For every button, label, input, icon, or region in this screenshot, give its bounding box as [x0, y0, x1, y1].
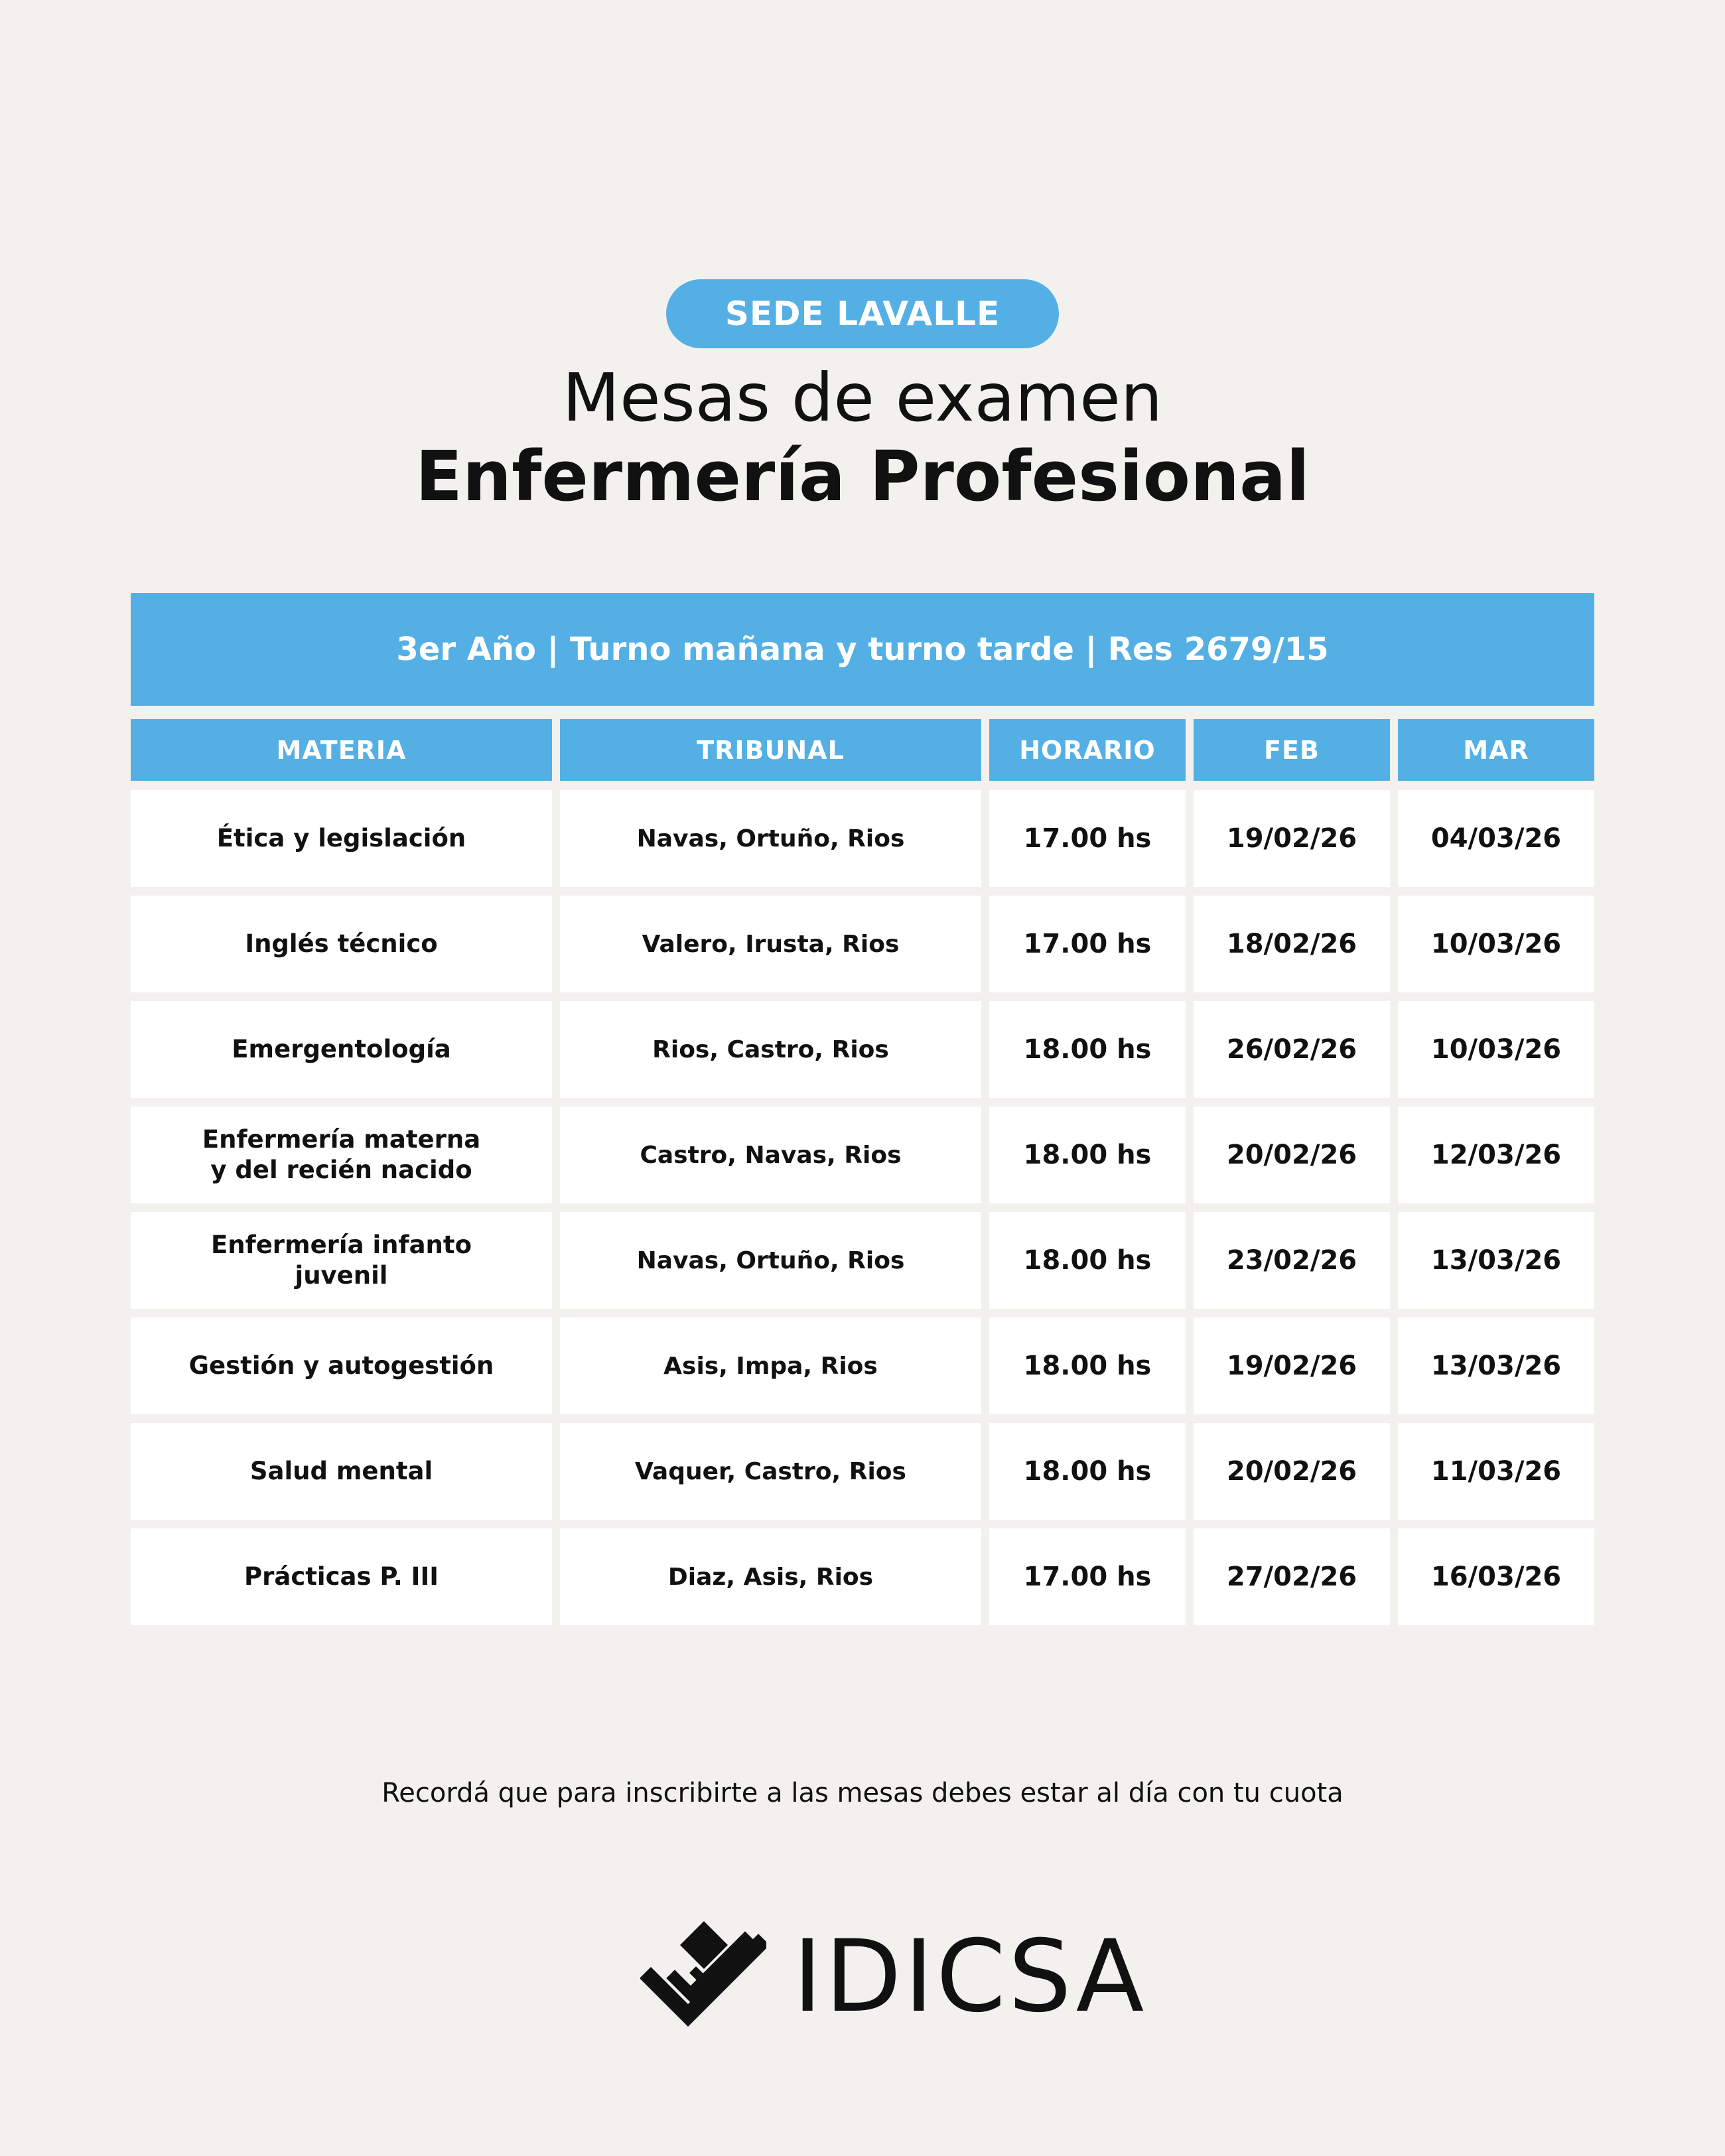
materia-text: Enfermería infanto juvenil [210, 1231, 472, 1290]
table-cell-feb: 20/02/26 [1194, 1107, 1390, 1203]
idicsa-logo [640, 1917, 1146, 2037]
table-cell-feb: 18/02/26 [1194, 896, 1390, 992]
table-cell-feb: 23/02/26 [1194, 1212, 1390, 1309]
table-cell-mar: 12/03/26 [1398, 1107, 1594, 1203]
page-subtitle: Enfermería Profesional [415, 436, 1310, 517]
table-cell-horario: 18.00 hs [989, 1317, 1186, 1414]
table-banner: 3er Año | Turno mañana y turno tarde | Res 2679/15 [131, 593, 1594, 706]
table-cell-tribunal: Navas, Ortuño, Rios [560, 1212, 981, 1309]
table-cell-tribunal: Asis, Impa, Rios [560, 1317, 981, 1414]
materia-text: Gestión y autogestión [188, 1351, 494, 1380]
campus-badge: SEDE LAVALLE [666, 279, 1059, 348]
table-cell-mar: 13/03/26 [1398, 1317, 1594, 1414]
table-cell-materia [131, 1001, 552, 1098]
table-cell-tribunal: Castro, Navas, Rios [560, 1107, 981, 1203]
table-cell-horario: 18.00 hs [989, 1212, 1186, 1309]
materia-text: Emergentología [232, 1035, 451, 1063]
table-cell-tribunal: Valero, Irusta, Rios [560, 896, 981, 992]
table-cell-feb: 19/02/26 [1194, 790, 1390, 887]
materia-text: Enfermería materna y del recién nacido [202, 1125, 481, 1184]
table-cell-feb: 26/02/26 [1194, 1001, 1390, 1098]
table-cell-materia [131, 1528, 552, 1625]
table-cell-horario: 17.00 hs [989, 790, 1186, 887]
table-cell-horario: 18.00 hs [989, 1001, 1186, 1098]
column-header-mar: MAR [1398, 719, 1594, 781]
fee-reminder-note: Recordá que para inscribirte a las mesas debes estar al día con tu cuota [381, 1778, 1344, 1808]
idicsa-logo-icon [640, 1917, 766, 2037]
column-header-feb: FEB [1194, 719, 1390, 781]
table-cell-materia [131, 1212, 552, 1309]
table-cell-materia [131, 790, 552, 887]
materia-text: Ética y legislación [216, 824, 466, 852]
table-cell-materia [131, 1317, 552, 1414]
table-cell-tribunal: Navas, Ortuño, Rios [560, 790, 981, 887]
table-cell-materia [131, 896, 552, 992]
table-cell-feb: 19/02/26 [1194, 1317, 1390, 1414]
page-title: Mesas de examen [562, 359, 1163, 437]
table-cell-mar: 10/03/26 [1398, 1001, 1594, 1098]
table-cell-materia [131, 1107, 552, 1203]
table-cell-horario: 17.00 hs [989, 1528, 1186, 1625]
column-header-tribunal: TRIBUNAL [560, 719, 981, 781]
table-cell-materia [131, 1423, 552, 1520]
table-cell-tribunal: Rios, Castro, Rios [560, 1001, 981, 1098]
table-cell-mar: 13/03/26 [1398, 1212, 1594, 1309]
table-cell-mar: 16/03/26 [1398, 1528, 1594, 1625]
table-cell-mar: 11/03/26 [1398, 1423, 1594, 1520]
table-cell-mar: 04/03/26 [1398, 790, 1594, 887]
column-header-materia: MATERIA [131, 719, 552, 781]
table-cell-tribunal: Vaquer, Castro, Rios [560, 1423, 981, 1520]
materia-text: Prácticas P. III [243, 1562, 439, 1591]
table-cell-mar: 10/03/26 [1398, 896, 1594, 992]
table-cell-feb: 27/02/26 [1194, 1528, 1390, 1625]
table-cell-horario: 18.00 hs [989, 1423, 1186, 1520]
logo-wordmark: IDICSA [793, 1919, 1147, 2035]
table-cell-feb: 20/02/26 [1194, 1423, 1390, 1520]
table-cell-tribunal: Diaz, Asis, Rios [560, 1528, 981, 1625]
materia-text: Salud mental [249, 1457, 433, 1485]
column-header-horario: HORARIO [989, 719, 1186, 781]
materia-text: Inglés técnico [245, 929, 438, 958]
table-cell-horario: 18.00 hs [989, 1107, 1186, 1203]
table-cell-horario: 17.00 hs [989, 896, 1186, 992]
